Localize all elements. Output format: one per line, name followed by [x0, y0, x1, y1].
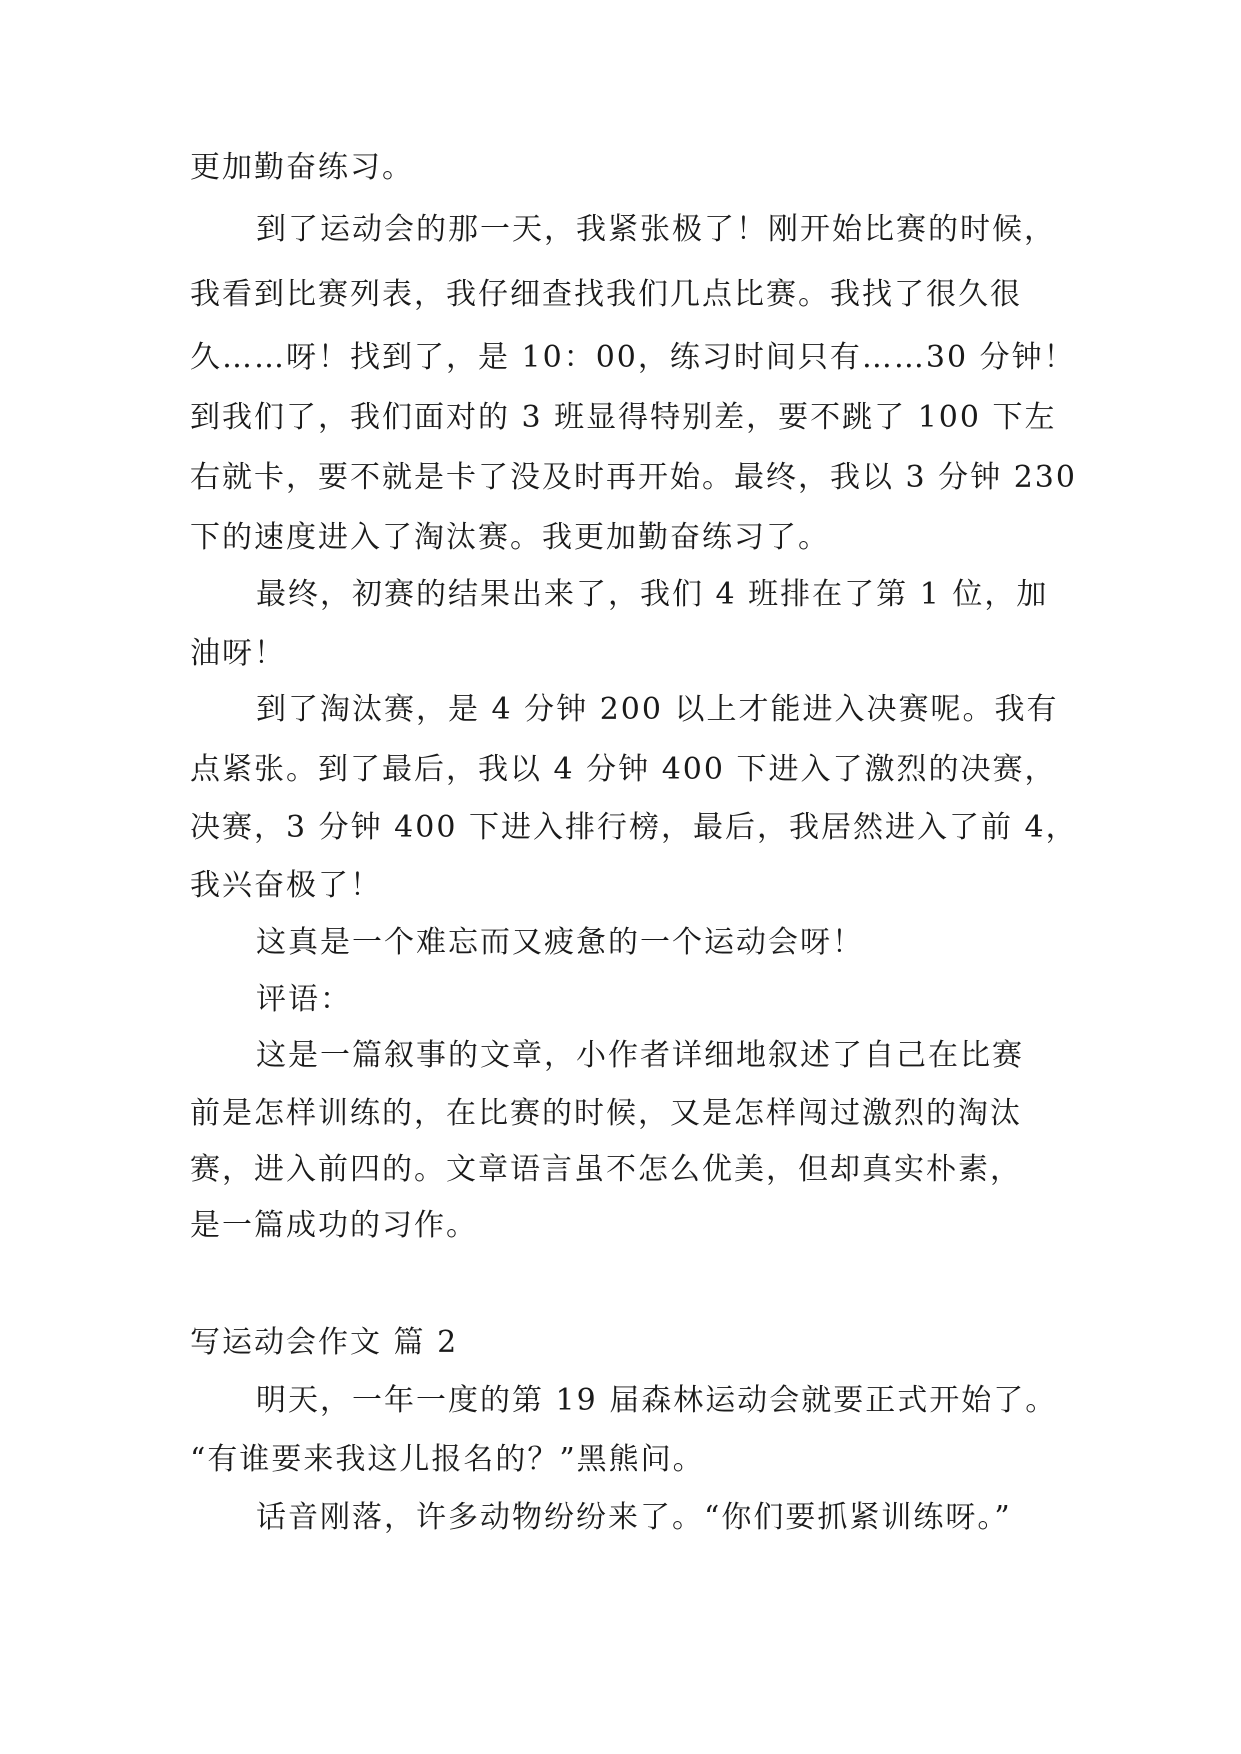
text-line: 油呀！ — [190, 636, 286, 671]
text-line: 下的速度进入了淘汰赛。我更加勤奋练习了。 — [190, 520, 830, 555]
text-line: 是一篇成功的习作。 — [190, 1208, 478, 1243]
paragraph-first-line: 这真是一个难忘而又疲惫的一个运动会呀！ — [256, 925, 864, 960]
text-line: 到我们了，我们面对的 3 班显得特别差，要不跳了 100 下左 — [190, 400, 1057, 435]
paragraph-first-line: 明天，一年一度的第 19 届森林运动会就要正式开始了。 — [256, 1383, 1058, 1418]
paragraph-first-line: 到了运动会的那一天，我紧张极了！刚开始比赛的时候， — [256, 212, 1056, 247]
text-line: 久……呀！找到了，是 10：00，练习时间只有……30 分钟！ — [190, 340, 1076, 375]
text-line: 我看到比赛列表，我仔细查找我们几点比赛。我找了很久很 — [190, 277, 1022, 312]
paragraph-first-line: 这是一篇叙事的文章，小作者详细地叙述了自己在比赛 — [256, 1038, 1024, 1073]
text-line: “有谁要来我这儿报名的？”黑熊问。 — [190, 1442, 705, 1477]
text-line: 我兴奋极了！ — [190, 868, 382, 903]
paragraph-first-line: 最终，初赛的结果出来了，我们 4 班排在了第 1 位，加 — [256, 577, 1049, 612]
text-line: 前是怎样训练的，在比赛的时候，又是怎样闯过激烈的淘汰 — [190, 1096, 1022, 1131]
text-line: 点紧张。到了最后，我以 4 分钟 400 下进入了激烈的决赛， — [190, 752, 1057, 787]
paragraph-first-line: 话音刚落，许多动物纷纷来了。“你们要抓紧训练呀。” — [256, 1500, 1012, 1535]
text-line: 决赛，3 分钟 400 下进入排行榜，最后，我居然进入了前 4， — [190, 810, 1078, 845]
text-line: 更加勤奋练习。 — [190, 150, 414, 185]
comment-heading: 评语： — [256, 982, 352, 1017]
section-heading: 写运动会作文 篇 2 — [190, 1325, 459, 1360]
text-line: 右就卡，要不就是卡了没及时再开始。最终，我以 3 分钟 230 — [190, 460, 1077, 495]
text-line: 赛，进入前四的。文章语言虽不怎么优美，但却真实朴素， — [190, 1152, 1022, 1187]
paragraph-first-line: 到了淘汰赛，是 4 分钟 200 以上才能进入决赛呢。我有 — [256, 692, 1059, 727]
